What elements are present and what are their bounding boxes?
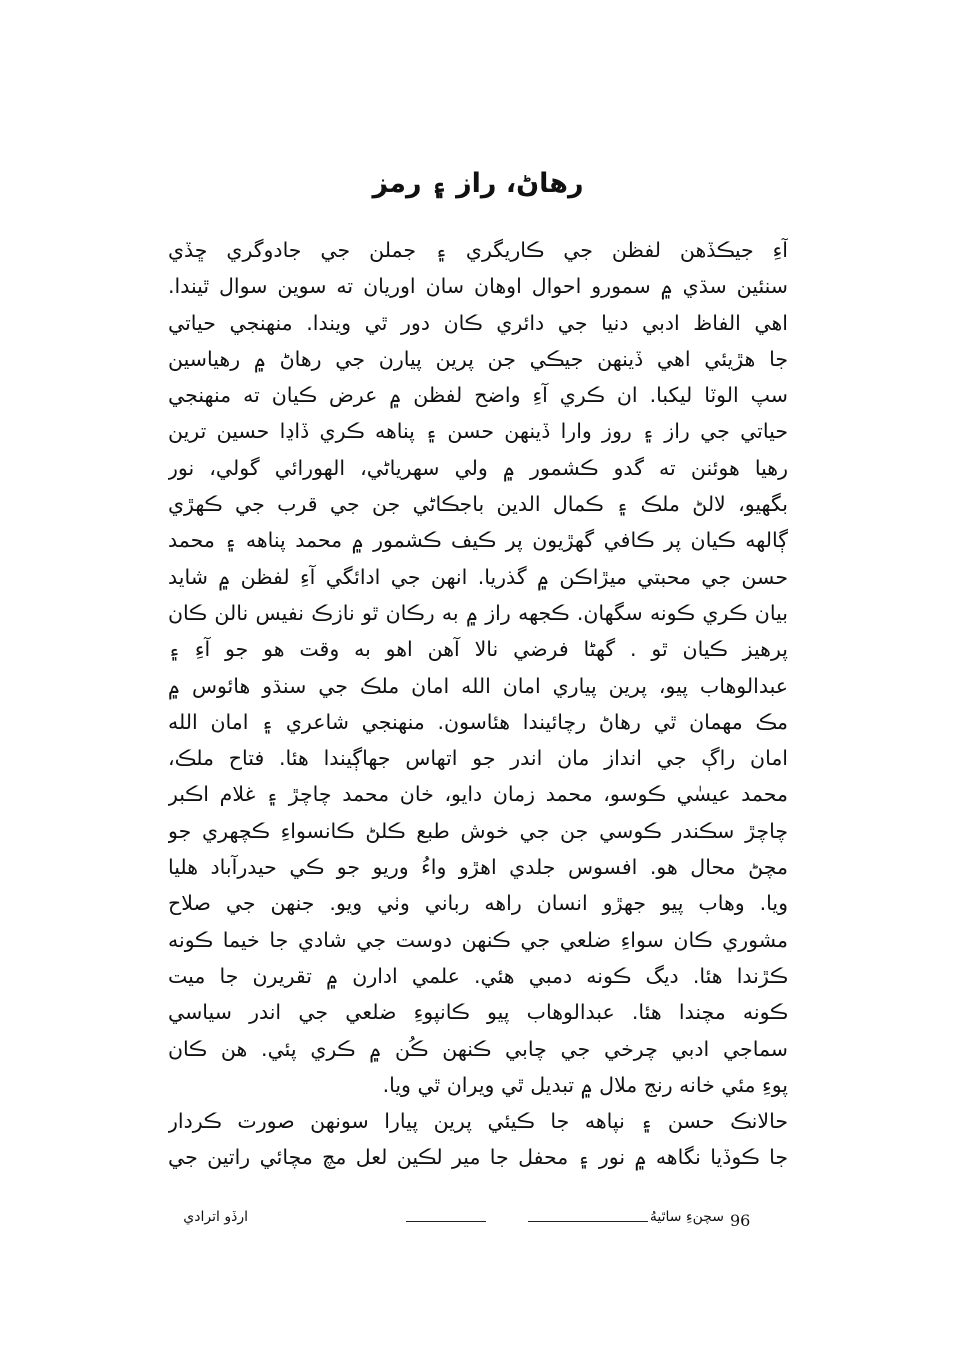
- text-line: سماجي ادبي چرخي جي چابي ڪنهن ڪُن ۾ ڪري پئي. هن ڪان: [168, 1036, 788, 1061]
- text-line: پوءِ مئي خانه رنج ملال ۾ تبديل ٿي ويران ٿي ويا.: [382, 1072, 788, 1097]
- text-line: سنئين سڌي ۾ سمورو احوال اوهان سان اوريان ته سوين سوال ٿيندا.: [168, 274, 788, 299]
- text-line: مچڻ محال هو. افسوس جلدي اهڙو واءُ وريو جو ڪي حيدرآباد هليا: [168, 855, 788, 880]
- text-line: ويا. وهاب پيو جهڙو انسان راهه رباني وٺي ويو. جنهن جي صلاح: [168, 891, 788, 916]
- text-line: سپ الوٽا ليکبا. ان ڪري آءِ واضح لفظن ۾ عرض ڪيان ته منهنجي: [168, 383, 788, 408]
- text-line: جا هڙيئي اهي ڏينهن جيڪي جن پرين پيارن جي رهاڻ ۾ رهياسين: [168, 346, 788, 371]
- text-line: پرهيز ڪيان ٿو . گهڻا فرضي نالا آهن اهو به وقت هو جو آءِ ۽: [168, 637, 788, 662]
- text-line: حالانڪ حسن ۽ نپاهه جا ڪيئي پرين پيارا سونهن صورت ڪردار: [168, 1109, 788, 1134]
- text-line: عبدالوهاب پيو، پرين پياري امان الله امان ملڪ جي سنڌو هائوس ۾: [168, 673, 788, 698]
- text-line: محمد عيسٰي ڪوسو، محمد زمان دايو، خان محمد چاچڙ ۽ غلام اڪبر: [168, 782, 788, 807]
- text-line: چاچڙ سڪندر ڪوسي جن جي خوش طبع ڪلڻ ڪانسواءِ ڪچهري جو: [168, 818, 788, 843]
- text-line: مڪ مهمان ٿي رهاڻ رچائيندا هئاسون. منهنجي شاعري ۽ امان الله: [168, 709, 788, 734]
- footer-rule: [406, 1221, 486, 1222]
- page-number: 96: [730, 1211, 751, 1230]
- footer-author: ارڏو اترادي: [183, 1209, 248, 1225]
- footer-book-title: سچنءِ ساٿيهُ: [649, 1209, 724, 1225]
- text-line: آءِ جيڪڏهن لفظن جي ڪاريگري ۽ جملن جي جادوگري ڇڏي: [168, 238, 788, 262]
- text-line: جا ڪوڏيا نگاهه ۾ نور ۽ محفل جا مير لڪين لعل مچ مچائي راتين جي: [168, 1145, 788, 1170]
- page-footer: [168, 1207, 788, 1237]
- text-line: ڪڙندا هئا. ديگ ڪونه دمبي هئي. علمي ادارن ۾ تقريرن جا ميت: [168, 963, 788, 988]
- text-line: رهيا هوئنن ته گدو ڪشمور ۾ ولي سهرياڻي، الهورائي گولي، نور: [168, 455, 788, 480]
- footer-rule: [528, 1221, 648, 1222]
- text-line: اهي الفاظ ادبي دنيا جي دائري ڪان دور ٿي ويندا. منهنجي حياتي: [168, 310, 788, 335]
- text-line: امان راڳ جي انداز مان اندر جو اتهاس جهاڳيندا هئا. فتاح ملڪ،: [168, 746, 788, 771]
- text-line: مشوري ڪان سواءِ ضلعي جي ڪنهن دوست جي شادي جا خيما ڪونه: [168, 927, 788, 952]
- text-line: ڪونه مچندا هئا. عبدالوهاب پيو ڪانپوءِ ضلعي جي اندر سياسي: [168, 1000, 788, 1025]
- text-line: حسن جي محبتي ميڙاڪن ۾ گذريا. انهن جي ادائگي آءِ لفظن ۾ شايد: [168, 564, 788, 589]
- text-line: بيان ڪري ڪونه سگهان. ڪجهه راز ۾ به رڪان ٿو نازڪ نفيس نالن ڪان: [168, 600, 788, 625]
- text-line: بگهيو، لالڻ ملڪ ۽ ڪمال الدين باجڪاڻي جن جي قرب جي ڪهڙي: [168, 492, 788, 517]
- text-line: حياتي جي راز ۽ روز وارا ڏينهن حسن ۽ پناهه ڪري ڏاڍا حسين ترين: [168, 419, 788, 444]
- text-line: ڳالهه ڪيان پر ڪافي گهڙيون پر ڪيف ڪشمور ۾ محمد پناهه ۽ محمد: [168, 528, 788, 553]
- body-text: [168, 232, 788, 1176]
- chapter-title: رهاڻ، راز ۽ رمز: [372, 168, 584, 200]
